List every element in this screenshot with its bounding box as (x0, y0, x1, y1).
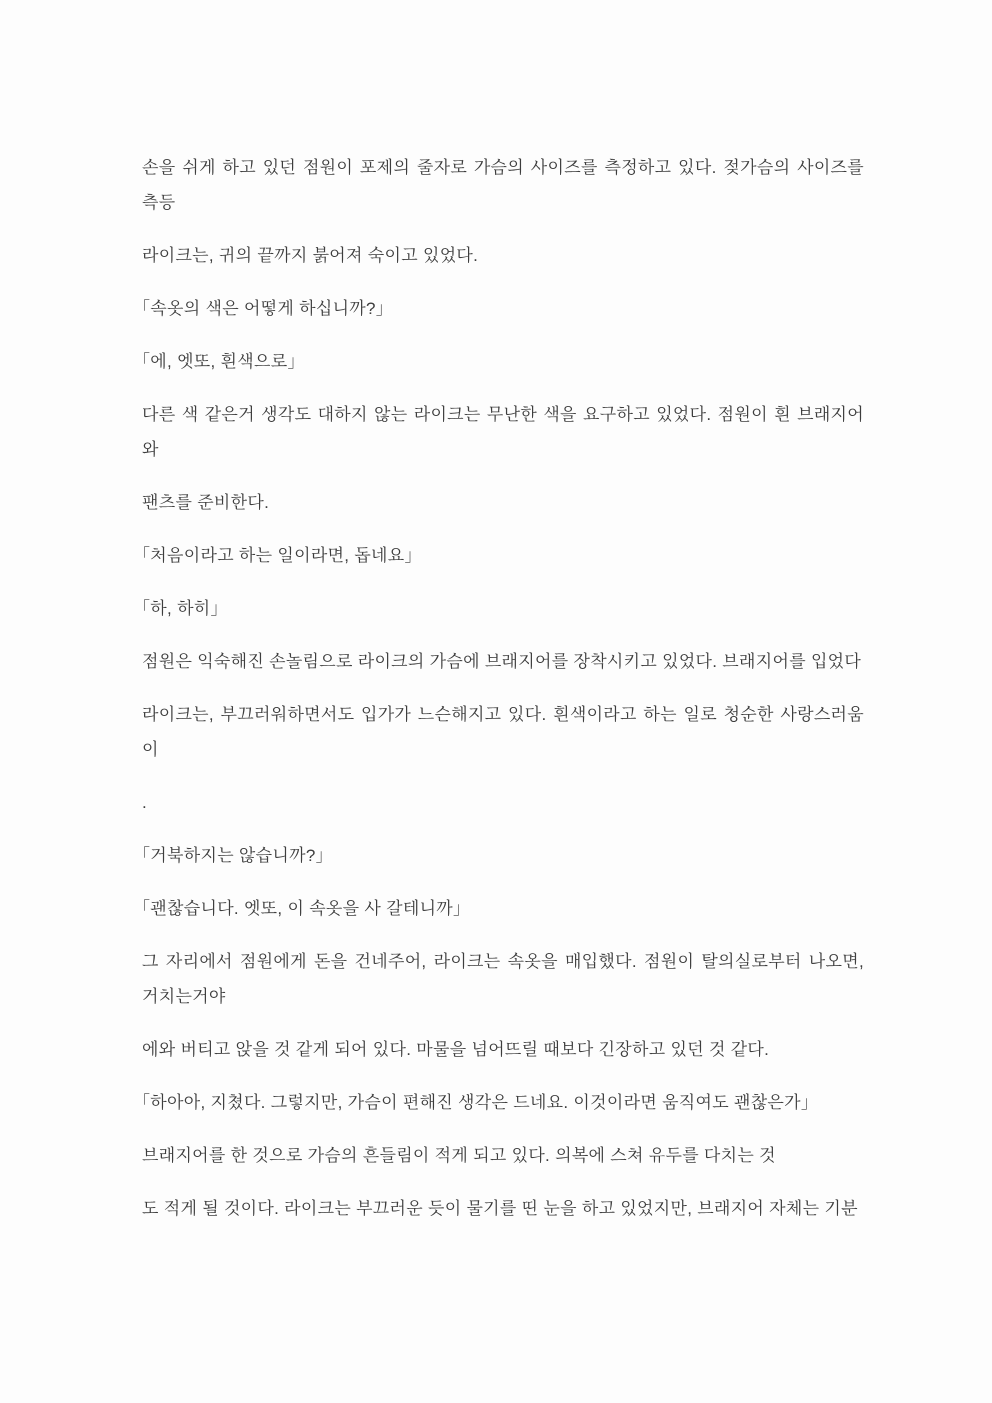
text-content (133, 150, 864, 1244)
paragraph-dialogue: 「하아아, 지쳤다. 그렇지만, 가슴이 편해진 생각은 드네요. 이것이라면 움직여도 괜찮은가」 (133, 1093, 819, 1112)
paragraph-dialogue: 「속옷의 색은 어떻게 하십니까?」 (133, 299, 394, 318)
paragraph-dialogue: 「하, 하히」 (133, 599, 228, 618)
paragraph-narration: 브래지어를 한 것으로 가슴의 흔들림이 적게 되고 있다. 의복에 스쳐 유두를 다치는 것 (142, 1146, 776, 1165)
paragraph-dialogue: 「거북하지는 않습니까?」 (133, 846, 333, 865)
paragraph-narration: 팬츠를 준비한다. (142, 493, 270, 512)
paragraph-narration: 그 자리에서 점원에게 돈을 건네주어, 라이크는 속옷을 매입했다. 점원이 탈의실로부터 나오면, 거치는거야 (142, 952, 864, 1006)
paragraph-dialogue: 「처음이라고 하는 일이라면, 돕네요」 (133, 546, 422, 565)
paragraph-narration: 라이크는, 귀의 끝까지 붉어져 숙이고 있었다. (142, 246, 479, 265)
paragraph-narration: 도 적게 될 것이다. 라이크는 부끄러운 듯이 물기를 띤 눈을 하고 있었지만, 브래지어 자체는 기분 (142, 1199, 858, 1218)
paragraph-dialogue: 「괜찮습니다. 엣또, 이 속옷을 사 갈테니까」 (133, 899, 471, 918)
paragraph-dialogue: 「에, 엣또, 흰색으로」 (133, 352, 305, 371)
paragraph-narration: 라이크는, 부끄러워하면서도 입가가 느슨해지고 있다. 흰색이라고 하는 일로 청순한 사랑스러움이 (142, 705, 864, 759)
paragraph-narration: 에와 버티고 앉을 것 같게 되어 있다. 마물을 넘어뜨릴 때보다 긴장하고 있던 것 같다. (142, 1040, 770, 1059)
paragraph-period-only: . (142, 793, 148, 812)
paragraph-narration: 손을 쉬게 하고 있던 점원이 포제의 줄자로 가슴의 사이즈를 측정하고 있다. 젖가슴의 사이즈를 측등 (142, 158, 864, 212)
paragraph-narration: 다른 색 같은거 생각도 대하지 않는 라이크는 무난한 색을 요구하고 있었다. 점원이 흰 브래지어와 (142, 405, 864, 459)
paragraph-narration: 점원은 익숙해진 손놀림으로 라이크의 가슴에 브래지어를 장착시키고 있었다. 브래지어를 입었다 (142, 652, 862, 671)
